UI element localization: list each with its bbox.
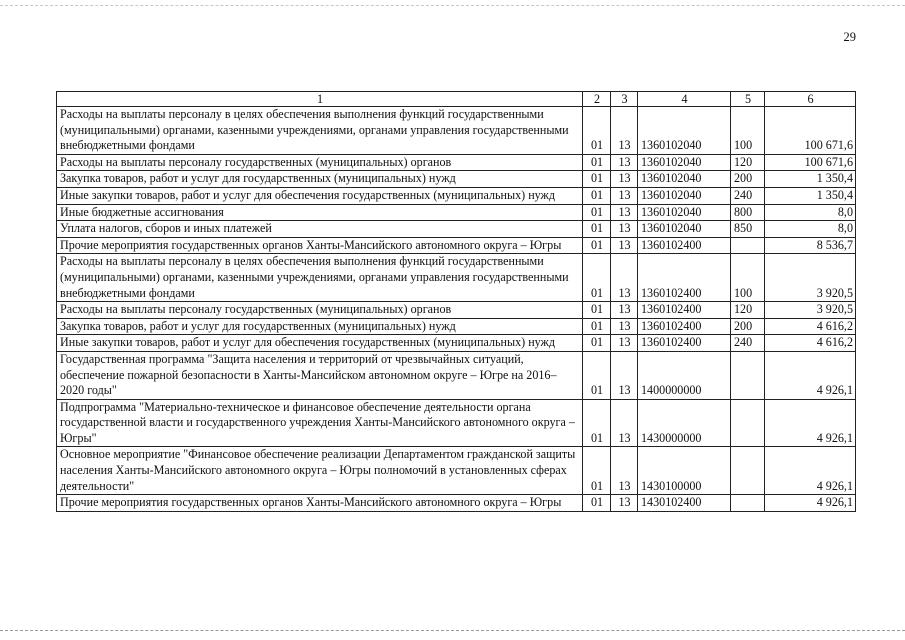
column-header-section: 2 (583, 92, 611, 107)
row-expense-type-cell: 240 (731, 187, 765, 204)
row-name-cell: Иные закупки товаров, работ и услуг для обеспечения государственных (муниципальных) нужд (57, 187, 583, 204)
row-expense-type-cell (731, 399, 765, 447)
table-row (57, 237, 856, 254)
row-target-article-cell: 1360102040 (638, 107, 731, 155)
row-name-cell: Иные бюджетные ассигнования (57, 204, 583, 221)
row-section-cell: 01 (583, 335, 611, 352)
row-section-cell: 01 (583, 318, 611, 335)
row-name-cell: Расходы на выплаты персоналу в целях обеспечения выполнения функций государственными (муниципальными) органами, казенными учреждениями, органами управления государственными внебюджетными фондами (57, 254, 583, 302)
scan-top-edge (0, 5, 905, 6)
table-row (57, 351, 856, 399)
table-row (57, 335, 856, 352)
row-expense-type-cell: 800 (731, 204, 765, 221)
row-name-cell: Расходы на выплаты персоналу государственных (муниципальных) органов (57, 154, 583, 171)
row-section-cell: 01 (583, 399, 611, 447)
row-expense-type-cell (731, 351, 765, 399)
column-header-target-article: 4 (638, 92, 731, 107)
row-target-article-cell: 1360102040 (638, 154, 731, 171)
row-expense-type-cell: 120 (731, 302, 765, 319)
row-section-cell: 01 (583, 495, 611, 512)
table-row (57, 171, 856, 188)
table-row (57, 254, 856, 302)
table-row (57, 302, 856, 319)
row-amount-cell: 3 920,5 (765, 254, 856, 302)
row-expense-type-cell (731, 495, 765, 512)
row-subsection-cell: 13 (611, 302, 638, 319)
row-amount-cell: 8 536,7 (765, 237, 856, 254)
row-section-cell: 01 (583, 351, 611, 399)
row-name-cell: Уплата налогов, сборов и иных платежей (57, 221, 583, 238)
row-target-article-cell: 1360102040 (638, 204, 731, 221)
row-target-article-cell: 1430102400 (638, 495, 731, 512)
row-name-cell: Государственная программа "Защита населения и территорий от чрезвычайных ситуаций, обеспечение пожарной безопасности в Ханты-Мансийском автономном округе – Югре на 2016–2020 годы" (57, 351, 583, 399)
row-subsection-cell: 13 (611, 318, 638, 335)
row-target-article-cell: 1360102400 (638, 335, 731, 352)
row-section-cell: 01 (583, 254, 611, 302)
row-name-cell: Закупка товаров, работ и услуг для государственных (муниципальных) нужд (57, 171, 583, 188)
row-subsection-cell: 13 (611, 154, 638, 171)
row-target-article-cell: 1360102040 (638, 171, 731, 188)
row-target-article-cell: 1360102400 (638, 302, 731, 319)
row-name-cell: Подпрограмма "Материально-техническое и финансовое обеспечение деятельности органа государственной власти и государственного учреждения Ханты-Мансийского автономного округа – Югры" (57, 399, 583, 447)
table-header-row (57, 92, 856, 107)
row-subsection-cell: 13 (611, 447, 638, 495)
row-name-cell: Иные закупки товаров, работ и услуг для обеспечения государственных (муниципальных) нужд (57, 335, 583, 352)
row-amount-cell: 4 616,2 (765, 318, 856, 335)
row-section-cell: 01 (583, 302, 611, 319)
row-expense-type-cell: 100 (731, 107, 765, 155)
row-target-article-cell: 1360102040 (638, 187, 731, 204)
row-name-cell: Прочие мероприятия государственных органов Ханты-Мансийского автономного округа – Югры (57, 495, 583, 512)
row-subsection-cell: 13 (611, 351, 638, 399)
budget-table (56, 91, 856, 512)
row-amount-cell: 3 920,5 (765, 302, 856, 319)
row-name-cell: Прочие мероприятия государственных органов Ханты-Мансийского автономного округа – Югры (57, 237, 583, 254)
row-name-cell: Расходы на выплаты персоналу государственных (муниципальных) органов (57, 302, 583, 319)
row-section-cell: 01 (583, 154, 611, 171)
row-amount-cell: 1 350,4 (765, 187, 856, 204)
row-expense-type-cell (731, 237, 765, 254)
table-row (57, 221, 856, 238)
row-section-cell: 01 (583, 107, 611, 155)
row-expense-type-cell: 120 (731, 154, 765, 171)
row-subsection-cell: 13 (611, 187, 638, 204)
row-target-article-cell: 1360102400 (638, 254, 731, 302)
row-section-cell: 01 (583, 221, 611, 238)
row-amount-cell: 8,0 (765, 204, 856, 221)
row-expense-type-cell (731, 447, 765, 495)
row-subsection-cell: 13 (611, 171, 638, 188)
page-number: 29 (843, 30, 856, 44)
row-target-article-cell: 1400000000 (638, 351, 731, 399)
row-expense-type-cell: 240 (731, 335, 765, 352)
row-amount-cell: 4 616,2 (765, 335, 856, 352)
row-amount-cell: 1 350,4 (765, 171, 856, 188)
row-target-article-cell: 1430000000 (638, 399, 731, 447)
table-row (57, 204, 856, 221)
table-row (57, 154, 856, 171)
row-expense-type-cell: 200 (731, 318, 765, 335)
row-expense-type-cell: 200 (731, 171, 765, 188)
column-header-expense-type: 5 (731, 92, 765, 107)
row-amount-cell: 4 926,1 (765, 351, 856, 399)
row-subsection-cell: 13 (611, 335, 638, 352)
row-section-cell: 01 (583, 447, 611, 495)
table-row (57, 318, 856, 335)
row-name-cell: Расходы на выплаты персоналу в целях обеспечения выполнения функций государственными (муниципальными) органами, казенными учреждениями, органами управления государственными внебюджетными фондами (57, 107, 583, 155)
row-amount-cell: 100 671,6 (765, 107, 856, 155)
row-section-cell: 01 (583, 171, 611, 188)
row-amount-cell: 4 926,1 (765, 495, 856, 512)
row-subsection-cell: 13 (611, 495, 638, 512)
row-target-article-cell: 1360102400 (638, 318, 731, 335)
row-target-article-cell: 1360102400 (638, 237, 731, 254)
row-subsection-cell: 13 (611, 237, 638, 254)
row-section-cell: 01 (583, 187, 611, 204)
row-name-cell: Закупка товаров, работ и услуг для государственных (муниципальных) нужд (57, 318, 583, 335)
row-subsection-cell: 13 (611, 399, 638, 447)
row-subsection-cell: 13 (611, 254, 638, 302)
row-expense-type-cell: 850 (731, 221, 765, 238)
row-amount-cell: 8,0 (765, 221, 856, 238)
row-subsection-cell: 13 (611, 107, 638, 155)
row-target-article-cell: 1360102040 (638, 221, 731, 238)
row-name-cell: Основное мероприятие "Финансовое обеспечение реализации Департаментом гражданской защиты населения Ханты-Мансийского автономного округа – Югры полномочий в установленных сферах деятельности" (57, 447, 583, 495)
table-row (57, 107, 856, 155)
scan-bottom-edge (0, 630, 905, 631)
row-subsection-cell: 13 (611, 221, 638, 238)
row-amount-cell: 4 926,1 (765, 399, 856, 447)
row-expense-type-cell: 100 (731, 254, 765, 302)
column-header-amount: 6 (765, 92, 856, 107)
table-row (57, 495, 856, 512)
table-row (57, 447, 856, 495)
table-row (57, 187, 856, 204)
table-row (57, 399, 856, 447)
row-subsection-cell: 13 (611, 204, 638, 221)
row-target-article-cell: 1430100000 (638, 447, 731, 495)
row-amount-cell: 4 926,1 (765, 447, 856, 495)
column-header-subsection: 3 (611, 92, 638, 107)
row-section-cell: 01 (583, 237, 611, 254)
row-amount-cell: 100 671,6 (765, 154, 856, 171)
column-header-name: 1 (57, 92, 583, 107)
row-section-cell: 01 (583, 204, 611, 221)
